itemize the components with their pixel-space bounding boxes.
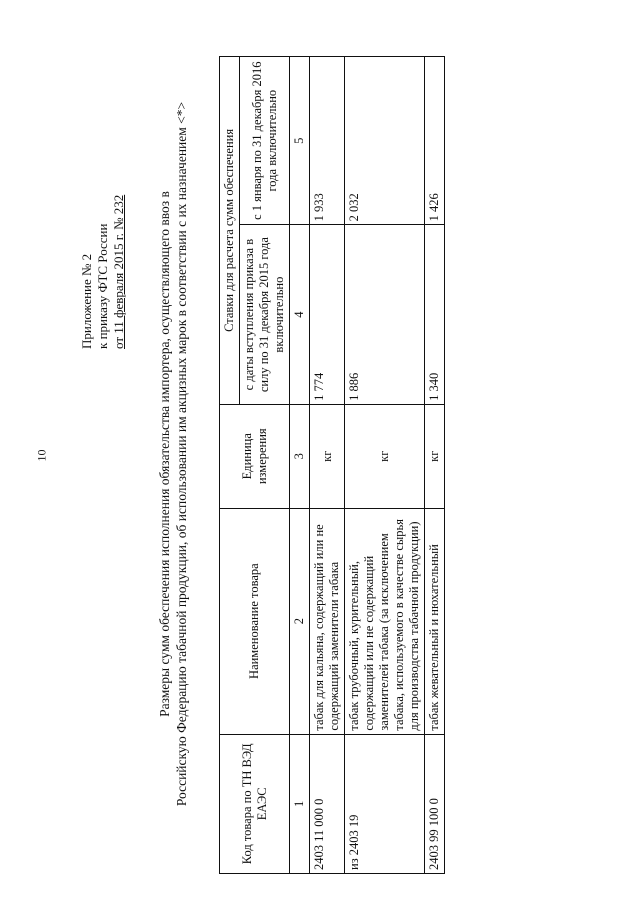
row-code: из 2403 19 xyxy=(345,734,425,873)
page-number: 10 xyxy=(34,449,49,462)
col-number-5: 5 xyxy=(290,57,310,225)
appendix-line-3: от 11 февраля 2015 г. № 232 xyxy=(111,194,126,349)
appendix-line-1: Приложение № 2 xyxy=(79,253,94,349)
row-rate-2: 1 933 xyxy=(310,57,345,225)
row-rate-1: 1 340 xyxy=(425,225,445,404)
row-code: 2403 99 100 0 xyxy=(425,734,445,873)
landscape-content xyxy=(71,24,611,884)
header-code: Код товара по ТН ВЭД ЕАЭС xyxy=(220,734,290,873)
row-rate-2: 1 426 xyxy=(425,57,445,225)
title-line-1: Размеры сумм обеспечения исполнения обязательства импортера, осуществляющего ввоз в xyxy=(157,191,172,717)
rates-table xyxy=(219,56,445,874)
header-name: Наименование товара xyxy=(220,508,290,734)
table-row xyxy=(425,57,445,874)
header-unit: Единица измерения xyxy=(220,404,290,508)
document-title xyxy=(156,24,190,884)
row-unit: кг xyxy=(425,404,445,508)
row-rate-2: 2 032 xyxy=(345,57,425,225)
row-code: 2403 11 000 0 xyxy=(310,734,345,873)
table-row xyxy=(310,57,345,874)
col-number-2: 2 xyxy=(290,508,310,734)
row-name: табак для кальяна, содержащий или не содержащий заменители табака xyxy=(310,508,345,734)
col-number-3: 3 xyxy=(290,404,310,508)
col-number-4: 4 xyxy=(290,225,310,404)
row-name: табак трубочный, курительный, содержащий или не содержащий заменителей табака (за исключением табака, используемого в качестве сырья для производства табачной продукции) xyxy=(345,508,425,734)
table-row xyxy=(345,57,425,874)
appendix-line-2: к приказу ФТС России xyxy=(95,223,110,349)
header-rates: Ставки для расчета сумм обеспечения xyxy=(220,57,240,405)
header-rate-period-1: с даты вступления приказа в силу по 31 декабря 2015 года включительно xyxy=(240,225,290,404)
row-name: табак жевательный и нюхательный xyxy=(425,508,445,734)
row-unit: кг xyxy=(310,404,345,508)
col-number-1: 1 xyxy=(290,734,310,873)
row-rate-1: 1 886 xyxy=(345,225,425,404)
title-line-2: Российскую Федерацию табачной продукции, об использовании им акцизных марок в соответствии с их назначением <*> xyxy=(174,101,189,807)
header-rate-period-2: с 1 января по 31 декабря 2016 года включительно xyxy=(240,57,290,225)
row-rate-1: 1 774 xyxy=(310,225,345,404)
row-unit: кг xyxy=(345,404,425,508)
appendix-block xyxy=(79,89,127,349)
